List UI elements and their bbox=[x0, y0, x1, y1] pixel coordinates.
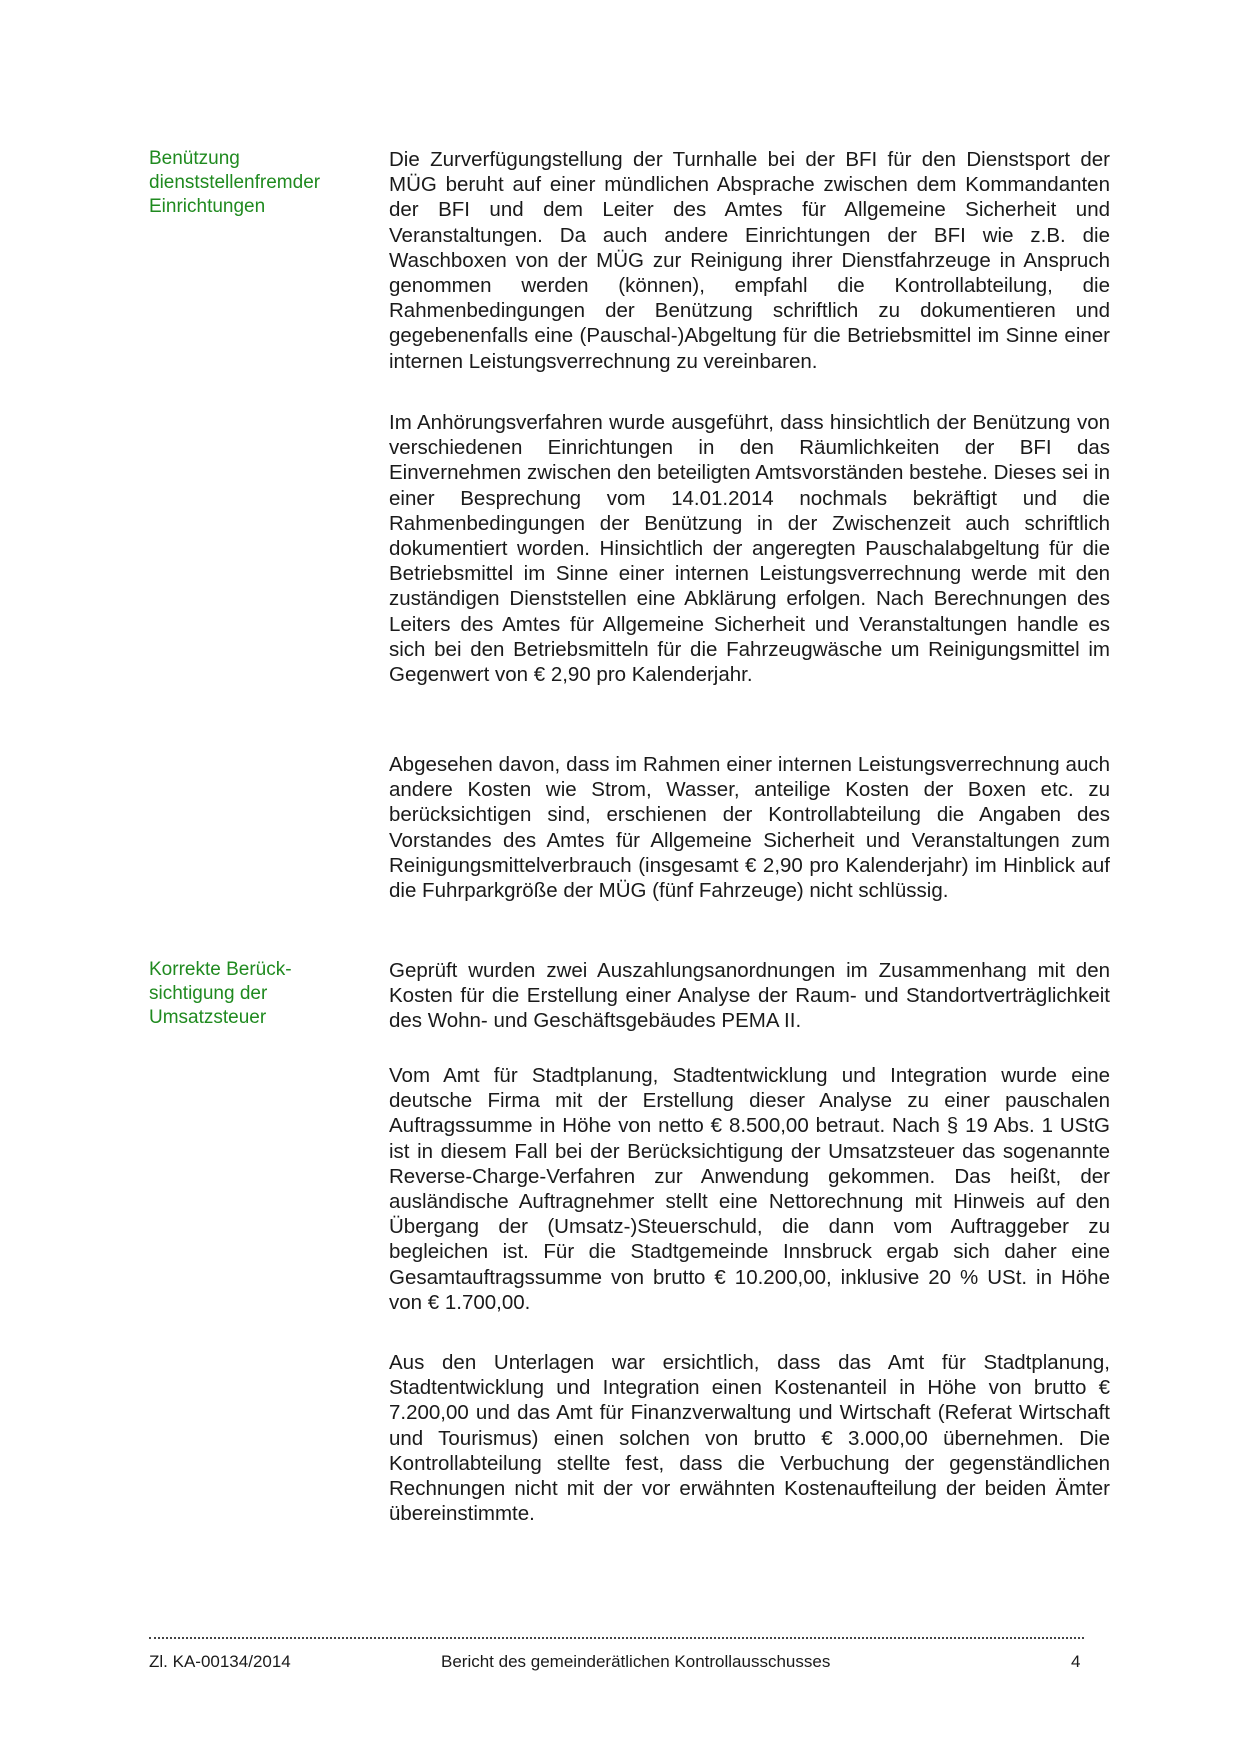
sidebar-note-line: Einrichtungen bbox=[149, 196, 266, 217]
footer-title: Bericht des gemeinderätlichen Kontrollausschusses bbox=[441, 1652, 831, 1671]
sidebar-note-line: sichtigung der bbox=[149, 983, 268, 1004]
sidebar-note-vat bbox=[149, 958, 349, 1030]
body-paragraph: Die Zurverfügungstellung der Turnhalle bei der BFI für den Dienstsport der MÜG beruht auf einer mündlichen Absprache zwischen dem Kommandanten der BFI und dem Leiter des Amtes für Allgemeine Sicherheit und Veranstaltungen. Da auch andere Einrichtungen der BFI wie z.B. die Waschboxen von der MÜG zur Reinigung ihrer Dienstfahrzeuge in Anspruch genommen werden (können), empfahl die Kontrollabteilung, die Rahmenbedingungen der Benützung schriftlich zu dokumentieren und gegebenenfalls eine (Pauschal-)Abgeltung für die Betriebsmittel im Sinne einer internen Leistungsverrechnung zu vereinbaren. bbox=[389, 148, 1110, 373]
sidebar-note-facilities bbox=[149, 147, 349, 219]
body-paragraph: Im Anhörungsverfahren wurde ausgeführt, dass hinsichtlich der Benützung von verschiedenen Einrichtungen in den Räumlichkeiten der BFI das Einvernehmen zwischen den beteiligten Amtsvorständen bestehe. Dieses sei in einer Besprechung vom 14.01.2014 nochmals bekräftigt und die Rahmenbedingungen der Benützung in der Zwischenzeit auch schriftlich dokumentiert worden. Hinsichtlich der angeregten Pauschalabgeltung für die Betriebsmittel im Sinne einer internen Leistungsverrechnung werde mit den zuständigen Dienststellen eine Abklärung erfolgen. Nach Berechnungen des Leiters des Amtes für Allgemeine Sicherheit und Veranstaltungen handle es sich bei den Betriebsmitteln für die Fahrzeugwäsche um Reinigungsmittel im Gegenwert von € 2,90 pro Kalenderjahr. bbox=[389, 411, 1110, 687]
body-paragraph: Abgesehen davon, dass im Rahmen einer internen Leistungsverrechnung auch andere Kosten wie Strom, Wasser, anteilige Kosten der Boxen etc. zu berücksichtigen sind, erschienen der Kontrollabteilung die Angaben des Vorstandes des Amtes für Allgemeine Sicherheit und Veranstaltungen zum Reinigungsmittelverbrauch (insgesamt € 2,90 pro Kalenderjahr) im Hinblick auf die Fuhrparkgröße der MÜG (fünf Fahrzeuge) nicht schlüssig. bbox=[389, 753, 1110, 903]
body-paragraph: Vom Amt für Stadtplanung, Stadtentwicklung und Integration wurde eine deutsche Firma mit der Erstellung dieser Analyse zu einer pauschalen Auftragssumme in Höhe von netto € 8.500,00 betraut. Nach § 19 Abs. 1 UStG ist in diesem Fall bei der Berücksichtigung der Umsatzsteuer das sogenannte Reverse-Charge-Verfahren zur Anwendung gekommen. Das heißt, der ausländische Auftragnehmer stellt eine Nettorechnung mit Hinweis auf den Übergang der (Umsatz-)Steuerschuld, die dann vom Auftraggeber zu begleichen ist. Für die Stadtgemeinde Innsbruck ergab sich daher eine Gesamtauftragssumme von brutto € 10.200,00, inklusive 20 % USt. in Höhe von € 1.700,00. bbox=[389, 1064, 1110, 1314]
body-paragraph: Geprüft wurden zwei Auszahlungsanordnungen im Zusammenhang mit den Kosten für die Erstellung einer Analyse der Raum- und Standortverträglichkeit des Wohn- und Geschäftsgebäudes PEMA II. bbox=[389, 959, 1110, 1033]
footer-reference: Zl. KA-00134/2014 bbox=[149, 1652, 291, 1671]
sidebar-note-line: Korrekte Berück- bbox=[149, 959, 292, 980]
body-paragraph: Aus den Unterlagen war ersichtlich, dass das Amt für Stadtplanung, Stadtentwicklung und Integration einen Kostenanteil in Höhe von brutto € 7.200,00 und das Amt für Finanzverwaltung und Wirtschaft (Referat Wirtschaft und Tourismus) einen solchen von brutto € 3.000,00 übernehmen. Die Kontrollabteilung stellte fest, dass die Verbuchung der gegenständlichen Rechnungen nicht mit der vor erwähnten Kostenaufteilung der beiden Ämter übereinstimmte. bbox=[389, 1351, 1110, 1526]
sidebar-note-line: Benützung bbox=[149, 148, 240, 169]
page-number: 4 bbox=[1071, 1652, 1081, 1671]
footer-divider bbox=[149, 1637, 1084, 1639]
sidebar-note-line: Umsatzsteuer bbox=[149, 1007, 267, 1028]
sidebar-note-line: dienststellenfremder bbox=[149, 172, 321, 193]
